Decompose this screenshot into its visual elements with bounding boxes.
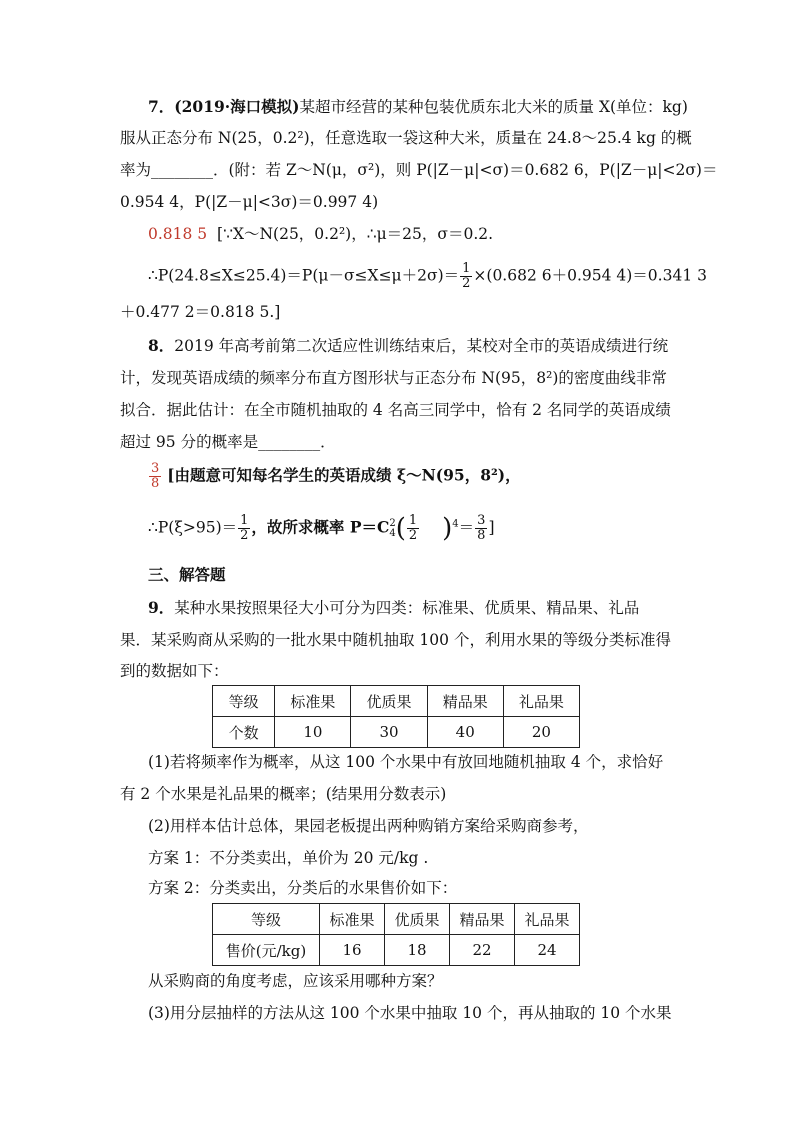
table-cell: 40 — [427, 717, 503, 748]
table-row — [213, 717, 580, 748]
q8-answer-line-2: ∴P(ξ>95)＝ $\frac{1}{2}$ ，故所求概率 P＝C 2 4 ( $\frac{1}{2}$ )$^4$＝ $\frac{3}{8}$ ] — [148, 513, 495, 544]
grade-price-table — [212, 903, 580, 966]
q8-line-4: 超过 95 分的概率是________． — [120, 433, 336, 451]
grade-count-table — [212, 685, 580, 748]
table-cell: 30 — [351, 717, 427, 748]
table-cell: 售价(元/kg) — [213, 935, 320, 966]
table-cell: 精品果 — [450, 904, 515, 935]
q8-answer-expr-2: ，故所求概率 P＝C — [251, 517, 390, 537]
fraction-denominator: 2 — [408, 528, 418, 543]
table-cell: 个数 — [213, 717, 275, 748]
fraction-denominator: 8 — [151, 476, 160, 491]
table-cell: 18 — [385, 935, 450, 966]
q7-answer-line-3: ＋0.477 2＝0.818 5.] — [120, 303, 281, 321]
q9-line-1 — [148, 598, 639, 618]
q8-bracket-end: ] — [488, 518, 495, 537]
table-row — [213, 935, 580, 966]
q7-text: 某超市经营的某种包装优质东北大米的质量 X(单位：kg) — [299, 98, 688, 116]
table-cell: 16 — [320, 935, 385, 966]
q8-answer-expr: ∴P(ξ>95)＝ — [148, 518, 238, 537]
q7-answer-fraction — [460, 262, 472, 291]
table-cell: 等级 — [213, 686, 275, 717]
table-cell: 优质果 — [351, 686, 427, 717]
q8-answer-fraction-3 — [475, 514, 487, 543]
table-cell: 20 — [503, 717, 579, 748]
q7-answer-line-2 — [148, 262, 707, 291]
q7-line-1 — [148, 97, 688, 117]
q7-line-2: 服从正态分布 N(25，0.2²)，任意选取一袋这种大米，质量在 24.8～25.4 kg 的概 — [120, 129, 692, 147]
table-cell: 礼品果 — [515, 904, 580, 935]
fraction-numerator: 1 — [462, 261, 471, 276]
fraction-denominator: 2 — [240, 528, 249, 543]
q8-text: 2019 年高考前第二次适应性训练结束后，某校对全市的英语成绩进行统 — [174, 337, 669, 355]
q8-answer-fraction-2 — [407, 514, 419, 543]
fraction-numerator: 3 — [151, 461, 160, 476]
combination-sup: 2 — [389, 517, 396, 529]
q9-plan-2: 方案 2：分类卖出，分类后的水果售价如下： — [148, 879, 458, 897]
fraction-numerator: 1 — [408, 513, 418, 528]
fraction-numerator: 3 — [477, 513, 486, 528]
q9-text: 某种水果按照果径大小可分为四类：标准果、优质果、精品果、礼品 — [174, 599, 640, 617]
q7-source: (2019·海口模拟) — [174, 97, 300, 116]
table-cell: 优质果 — [385, 904, 450, 935]
table-row — [213, 686, 580, 717]
q9-part2-question: 从采购商的角度考虑，应该采用哪种方案？ — [148, 972, 443, 990]
q9-number: 9． — [148, 598, 175, 617]
table-cell: 24 — [515, 935, 580, 966]
q8-line-3: 拟合．据此估计：在全市随机抽取的 4 名高三同学中，恰有 2 名同学的英语成绩 — [120, 401, 671, 419]
table-cell: 22 — [450, 935, 515, 966]
q8-line-2: 计，发现英语成绩的频率分布直方图形状与正态分布 N(95，8²)的密度曲线非常 — [120, 369, 667, 387]
table-row — [213, 904, 580, 935]
q9-part1-line-2: 有 2 个水果是礼品果的概率；(结果用分数表示) — [120, 785, 447, 803]
q8-answer-fraction-1 — [238, 514, 250, 543]
q7-answer-line-1 — [148, 224, 493, 244]
q8-line-1 — [148, 336, 668, 356]
table-cell: 标准果 — [320, 904, 385, 935]
table-cell: 礼品果 — [503, 686, 579, 717]
q9-line-3: 到的数据如下： — [120, 662, 229, 680]
q8-answer-line-1 — [148, 462, 521, 491]
q9-part2-line-1: (2)用样本估计总体，果园老板提出两种购销方案给采购商参考， — [148, 817, 589, 835]
fraction-denominator: 2 — [462, 276, 471, 291]
q8-equals: ＝ — [458, 518, 475, 537]
q8-number: 8． — [148, 336, 175, 355]
q7-number: 7． — [148, 97, 175, 116]
q9-line-2: 果．某采购商从采购的一批水果中随机抽取 100 个，利用水果的等级分类标准得 — [120, 631, 671, 649]
combination-sub: 4 — [389, 527, 396, 539]
q8-answer-value — [149, 462, 161, 491]
table-cell: 等级 — [213, 904, 320, 935]
table-cell: 精品果 — [427, 686, 503, 717]
q7-answer-expr: ∴P(24.8≤X≤25.4)＝P(μ－σ≤X≤μ＋2σ)＝ — [148, 266, 460, 285]
q7-answer-text: [∵X～N(25，0.2²)，∴μ＝25，σ＝0.2. — [217, 225, 494, 243]
q8-answer-text: [由题意可知每名学生的英语成绩 ξ～N(95，8²)， — [167, 465, 521, 485]
table-cell: 10 — [275, 717, 351, 748]
fraction-denominator: 8 — [477, 528, 486, 543]
q9-part1-line-1: (1)若将频率作为概率，从这 100 个水果中有放回地随机抽取 4 个，求恰好 — [148, 753, 664, 771]
q7-line-4: 0.954 4，P(|Z－μ|<3σ)＝0.997 4) — [120, 193, 379, 211]
q9-part3-line-1: (3)用分层抽样的方法从这 100 个水果中抽取 10 个，再从抽取的 10 个水果 — [148, 1004, 672, 1022]
q7-line-3: 率为________．(附：若 Z～N(μ，σ²)，则 P(|Z－μ|<σ)＝0.682 6，P(|Z－μ|<2σ)＝ — [120, 161, 718, 179]
q9-plan-1: 方案 1：不分类卖出，单价为 20 元/kg . — [148, 849, 429, 867]
fraction-numerator: 1 — [240, 513, 249, 528]
section-title: 三、解答题 — [148, 565, 226, 584]
table-cell: 标准果 — [275, 686, 351, 717]
q7-answer-expr-2: ×(0.682 6＋0.954 4)＝0.341 3 — [473, 266, 707, 285]
q8-power: 4 — [452, 518, 459, 530]
q7-answer-value: 0.818 5 — [148, 225, 208, 243]
